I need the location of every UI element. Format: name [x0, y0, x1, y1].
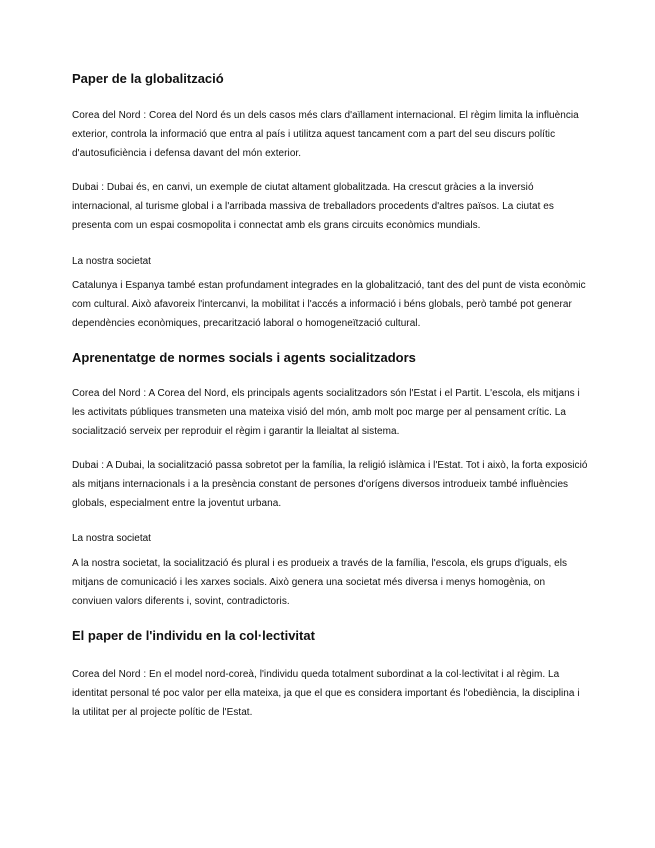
paragraph-dubai-socialitzacio: Dubai : A Dubai, la socialització passa sobretot per la família, la religió islàmica i l'Estat. Tot i això, la forta exposició als mitjans internacionals i a la presència constant de persones d'orígens diversos introdueix també influències globals, especialment entre la joventut urbana.: [72, 460, 588, 509]
section-heading-globalitzacio: Paper de la globalització: [72, 71, 224, 86]
section-heading-individu: El paper de l'individu en la col·lectivitat: [72, 628, 315, 643]
subheading-nostra-societat-2: La nostra societat: [72, 533, 151, 544]
paragraph-societat-globalitzacio: Catalunya i Espanya també estan profundament integrades en la globalització, tant des del punt de vista econòmic com cultural. Això afavoreix l'intercanvi, la mobilitat i l'accés a informació i béns globals, però també pot generar dependències econòmiques, precarització laboral o homogeneïtzació cultural.: [72, 280, 586, 329]
subheading-nostra-societat-1: La nostra societat: [72, 256, 151, 267]
section-heading-socialitzacio: Aprenentatge de normes socials i agents socialitzadors: [72, 350, 416, 365]
paragraph-corea-globalitzacio: Corea del Nord : Corea del Nord és un dels casos més clars d'aïllament internacional. El règim limita la influència exterior, controla la informació que entra al país i utilitza aquest tancament com a part del seu discurs polític d'autosuficiència i defensa davant del món exterior.: [72, 110, 579, 159]
paragraph-corea-socialitzacio: Corea del Nord : A Corea del Nord, els principals agents socialitzadors són l'Estat i el Partit. L'escola, els mitjans i les activitats públiques transmeten una mateixa visió del món, amb molt poc marge per al pensament crític. La socialització serveix per reproduir el règim i garantir la lleialtat al sistema.: [72, 388, 580, 437]
paragraph-societat-socialitzacio: A la nostra societat, la socialització és plural i es produeix a través de la família, l'escola, els grups d'iguals, els mitjans de comunicació i les xarxes socials. Això genera una societat més diversa i menys homogènia, on conviuen valors diferents i, sovint, contradictoris.: [72, 558, 568, 607]
paragraph-corea-individu: Corea del Nord : En el model nord-coreà, l'individu queda totalment subordinat a la col·lectivitat i al règim. La identitat personal té poc valor per ella mateixa, ja que el que es considera important és l'obediència, la disciplina i la utilitat per al projecte polític de l'Estat.: [72, 669, 580, 718]
paragraph-dubai-globalitzacio: Dubai : Dubai és, en canvi, un exemple de ciutat altament globalitzada. Ha crescut gràcies a la inversió internacional, al turisme global i a l'arribada massiva de treballadors procedents d'altres països. La ciutat es presenta com un espai cosmopolita i connectat amb els grans circuits econòmics mundials.: [72, 182, 554, 231]
